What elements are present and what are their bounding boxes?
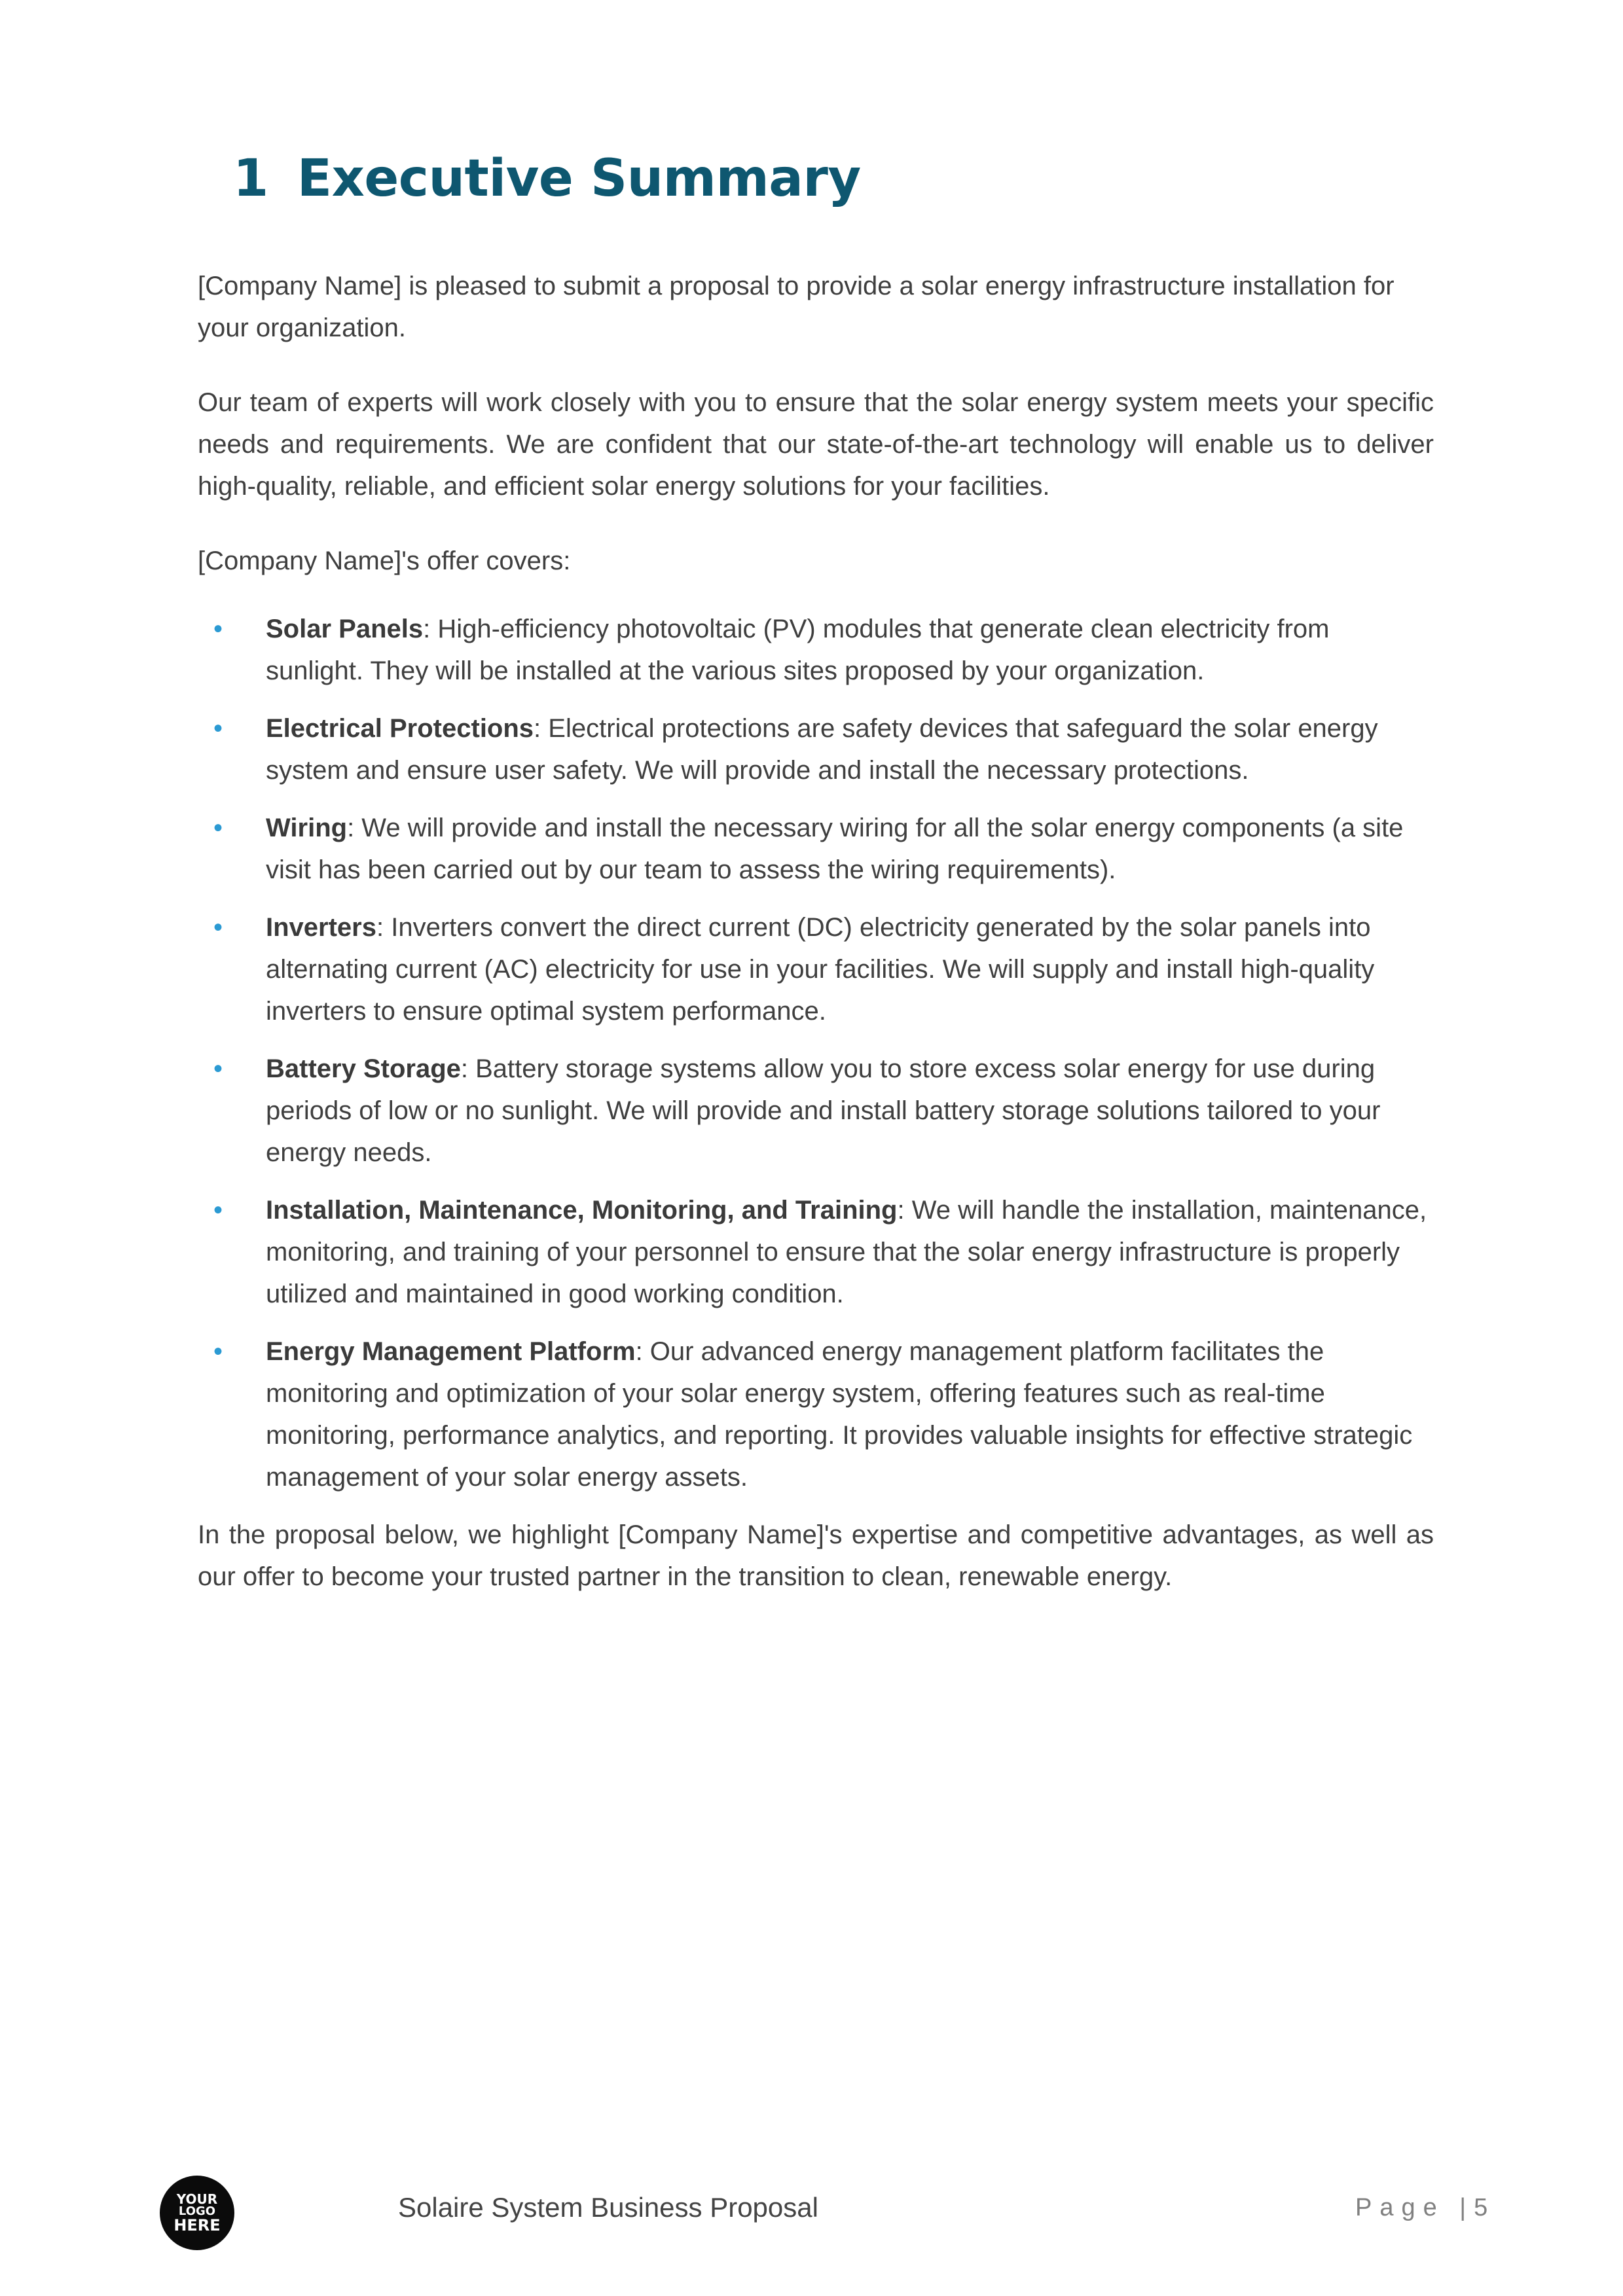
company-logo (160, 2176, 234, 2250)
list-item (198, 608, 1434, 692)
bullet-icon: • (213, 1054, 223, 1083)
offer-description: : Electrical protections are safety devices that safeguard the solar energy system and ensure user safety. We will provide and install the necessary protections. (266, 714, 1378, 785)
closing-paragraph: In the proposal below, we highlight [Company Name]'s expertise and competitive advantages, as well as our offer to become your trusted partner in the transition to clean, renewable energy. (198, 1520, 1434, 1591)
body-content (198, 265, 1434, 1598)
page-number: Page |5 (1355, 2194, 1496, 2221)
offer-description: : Our advanced energy management platform facilitates the monitoring and optimization of your solar energy system, offering features such as real-time monitoring, performance analytics, and reporting. It provides valuable insights for effective strategic management of your solar energy assets. (266, 1337, 1413, 1492)
bullet-icon: • (213, 714, 223, 743)
section-title: Executive Summary (297, 149, 861, 208)
bullet-icon: • (213, 913, 223, 942)
section-number: 1 (233, 149, 268, 208)
bullet-icon: • (213, 1337, 223, 1366)
logo-line: YOUR (176, 2191, 218, 2207)
list-item (198, 906, 1434, 1032)
offer-term: Electrical Protections (266, 714, 534, 743)
section-heading (233, 149, 861, 208)
offer-term: Battery Storage (266, 1054, 461, 1083)
offer-description: : We will handle the installation, maintenance, monitoring, and training of your personnel to ensure that the solar energy infrastructure is properly utilized and maintained in good working condition. (266, 1196, 1427, 1308)
offer-term: Installation, Maintenance, Monitoring, and Training (266, 1196, 898, 1225)
bullet-icon: • (213, 1196, 223, 1225)
offer-term: Inverters (266, 913, 376, 942)
offer-description: : High-efficiency photovoltaic (PV) modules that generate clean electricity from sunlight. They will be installed at the various sites proposed by your organization. (266, 615, 1330, 685)
offer-term: Solar Panels (266, 615, 424, 643)
offer-description: : Battery storage systems allow you to store excess solar energy for use during periods of low or no sunlight. We will provide and install battery storage solutions tailored to your energy needs. (266, 1054, 1381, 1167)
offer-list (198, 608, 1434, 1498)
offer-description: : Inverters convert the direct current (DC) electricity generated by the solar panels into alternating current (AC) electricity for use in your facilities. We will supply and install high-quality inverters to ensure optimal system performance. (266, 913, 1375, 1026)
list-item (198, 1331, 1434, 1498)
footer-title: Solaire System Business Proposal (398, 2192, 818, 2223)
offer-description: : We will provide and install the necessary wiring for all the solar energy components (a site visit has been carried out by our team to assess the wiring requirements). (266, 814, 1404, 884)
offer-term: Wiring (266, 814, 348, 842)
offer-intro-paragraph: [Company Name]'s offer covers: (198, 547, 571, 575)
list-item (198, 1189, 1434, 1315)
list-item (198, 708, 1434, 791)
logo-line: LOGO (178, 2204, 216, 2218)
offer-term: Energy Management Platform (266, 1337, 636, 1366)
bullet-icon: • (213, 814, 223, 842)
team-paragraph: Our team of experts will work closely with you to ensure that the solar energy system meets your specific needs and requirements. We are confident that our state-of-the-art technology will enable us to deliver high-quality, reliable, and efficient solar energy solutions for your facilities. (198, 388, 1434, 501)
list-item (198, 807, 1434, 891)
intro-paragraph: [Company Name] is pleased to submit a proposal to provide a solar energy infrastructure installation for your organization. (198, 272, 1395, 342)
list-item (198, 1048, 1434, 1174)
logo-line: HERE (173, 2216, 221, 2234)
bullet-icon: • (213, 615, 223, 643)
